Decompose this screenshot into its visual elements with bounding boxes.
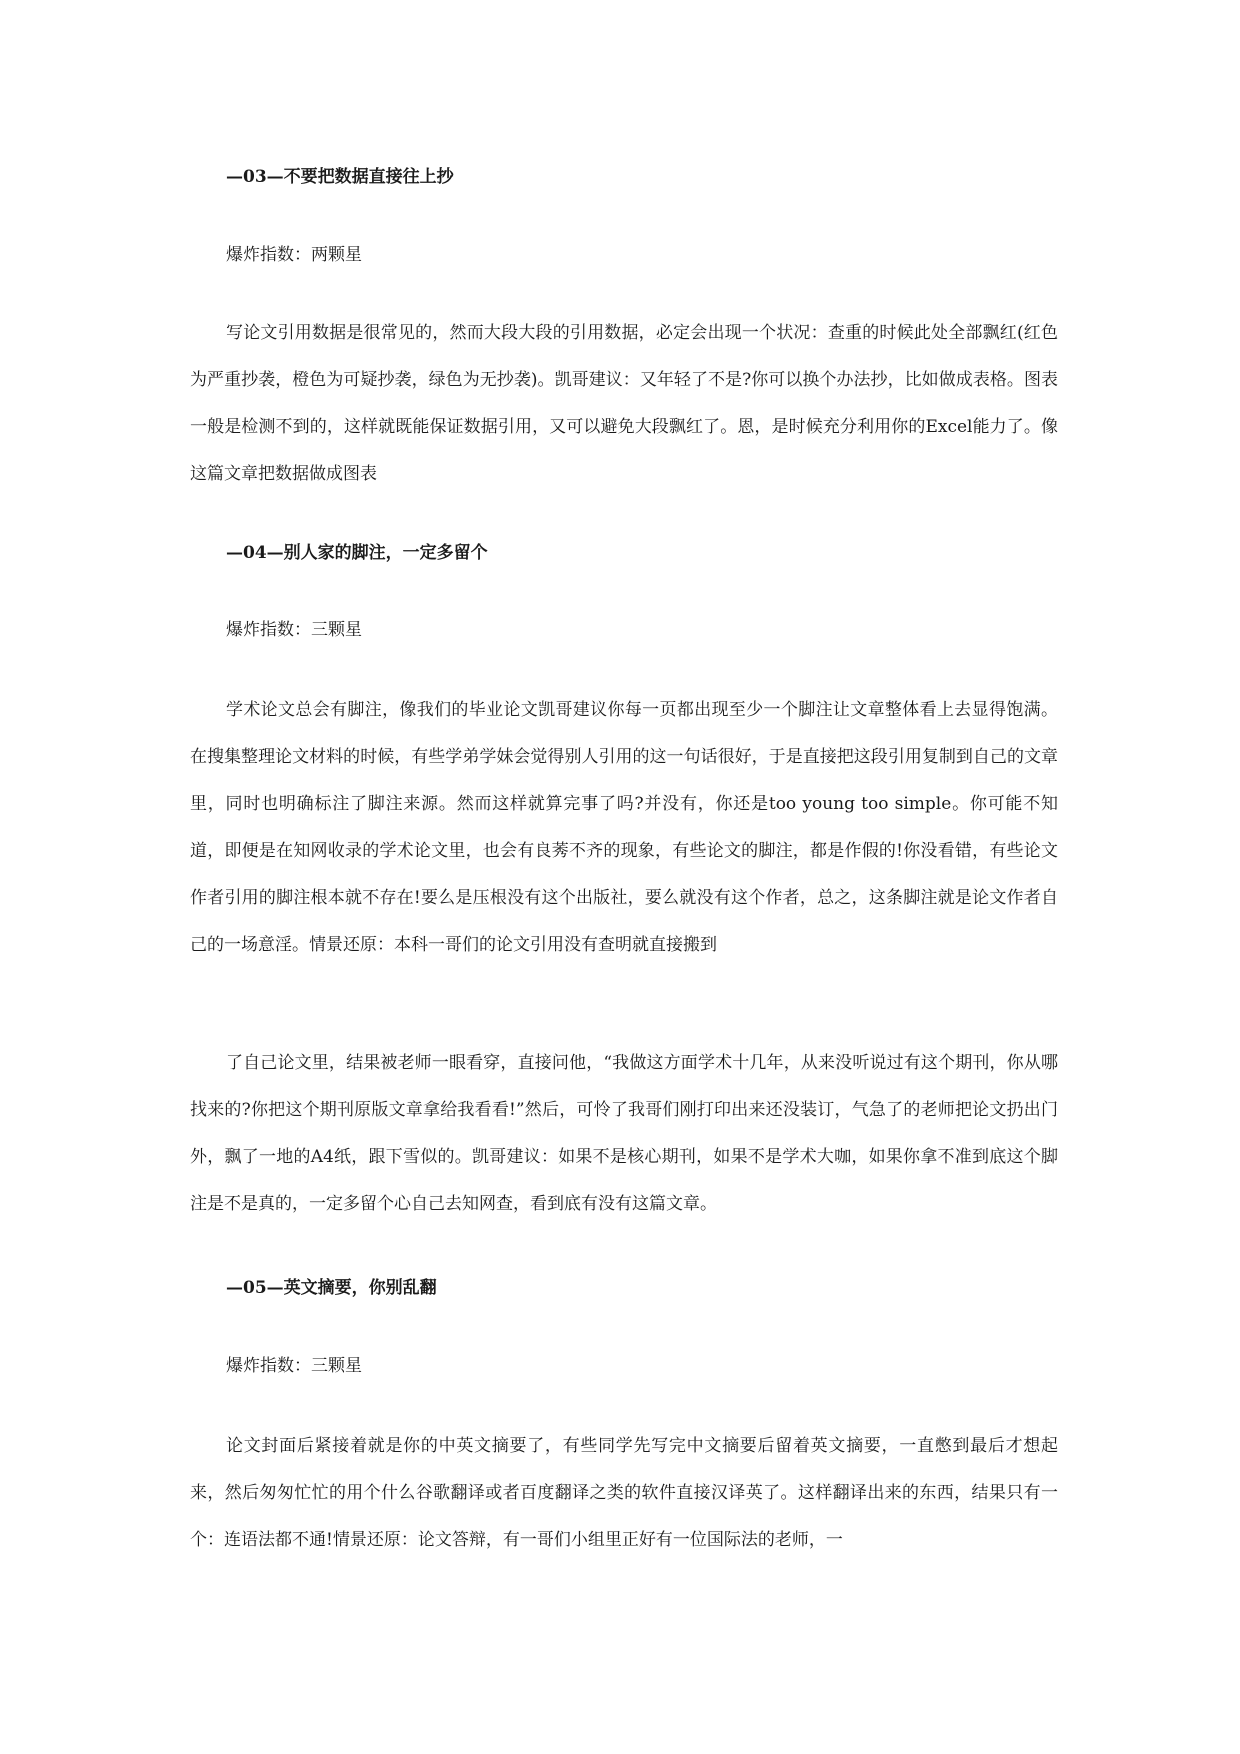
body-paragraph: 写论文引用数据是很常见的，然而大段大段的引用数据，必定会出现一个状况：查重的时候此处全部飘红(红色为严重抄袭，橙色为可疑抄袭，绿色为无抄袭)。凯哥建议：又年轻了不是?你可以换个办法抄，比如做成表格。图表一般是检测不到的，这样就既能保证数据引用，又可以避免大段飘红了。恩，是时候充分利用你的Excel能力了。像这篇文章把数据做成图表 — [190, 323, 1058, 484]
section-heading-03: —03—不要把数据直接往上抄 — [226, 167, 454, 187]
body-paragraph: 了自己论文里，结果被老师一眼看穿，直接问他，“我做这方面学术十几年，从来没听说过有这个期刊，你从哪找来的?你把这个期刊原版文章拿给我看看!”然后，可怜了我哥们刚打印出来还没装订，气急了的老师把论文扔出门外，飘了一地的A4纸，跟下雪似的。凯哥建议：如果不是核心期刊，如果不是学术大咖，如果你拿不准到底这个脚注是不是真的，一定多留个心自己去知网查，看到底有没有这篇文章。 — [190, 1053, 1058, 1214]
explosion-rating-05: 爆炸指数：三颗星 — [226, 1356, 362, 1376]
body-paragraph: 学术论文总会有脚注，像我们的毕业论文凯哥建议你每一页都出现至少一个脚注让文章整体看上去显得饱满。在搜集整理论文材料的时候，有些学弟学妹会觉得别人引用的这一句话很好，于是直接把这段引用复制到自己的文章里，同时也明确标注了脚注来源。然而这样就算完事了吗?并没有，你还是too young too simple。你可能不知道，即便是在知网收录的学术论文里，也会有良莠不齐的现象，有些论文的脚注，都是作假的!你没看错，有些论文作者引用的脚注根本就不存在!要么是压根没有这个出版社，要么就没有这个作者，总之，这条脚注就是论文作者自己的一场意淫。情景还原：本科一哥们的论文引用没有查明就直接搬到 — [190, 700, 1058, 955]
section-heading-05: —05—英文摘要，你别乱翻 — [226, 1278, 437, 1298]
body-paragraph: 论文封面后紧接着就是你的中英文摘要了，有些同学先写完中文摘要后留着英文摘要，一直憋到最后才想起来，然后匆匆忙忙的用个什么谷歌翻译或者百度翻译之类的软件直接汉译英了。这样翻译出来的东西，结果只有一个：连语法都不通!情景还原：论文答辩，有一哥们小组里正好有一位国际法的老师，一 — [190, 1436, 1058, 1550]
explosion-rating-04: 爆炸指数：三颗星 — [226, 620, 362, 640]
section-heading-04: —04—别人家的脚注，一定多留个 — [226, 543, 488, 563]
explosion-rating-03: 爆炸指数：两颗星 — [226, 245, 362, 265]
